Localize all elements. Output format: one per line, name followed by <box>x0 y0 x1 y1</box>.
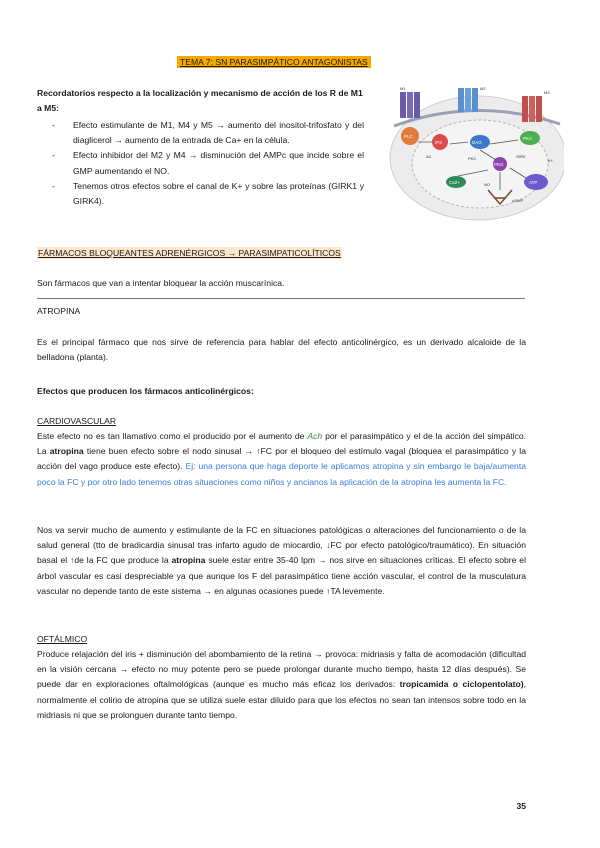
intro-text: Son fármacos que van a intentar bloquear la acción muscarínica. <box>37 278 285 288</box>
label-k: K+ <box>548 158 554 163</box>
ach-term: Ach <box>307 431 323 441</box>
label-plc: PLC <box>404 134 413 139</box>
receptor-m3-shape <box>522 96 542 122</box>
drug-names: tropicamida o ciclopentolato) <box>399 679 524 690</box>
cardio-text: suele estar entre 35-40 lpm → nos sirve en situaciones críticas. El efecto sobre el árbol vascular es casi despreciable ya que aunque los F del parasimpático tiene acción vascular, el control de la musculatura vascular no depende tanto de este sistema → en algunas ocasiones puede ↑TA levemente. <box>37 555 526 596</box>
atropina-term: atropina <box>171 555 206 566</box>
oftalmico-text: Produce relajación del iris + disminución del abombamiento de la retina → provoca: midriasis y falta de acomodación (dificultad en la visión cercana → efecto no muy potente pero se puede prolongar durante mucho tiempo, hasta 12 días después). Se puede dar en exploraciones oftalmológicas (aunque es mucho más eficaz los derivados: <box>37 649 526 690</box>
divider <box>37 298 525 299</box>
oftalmico-paragraph <box>37 647 526 723</box>
oftalmico-text: , normalmente el colirio de atropina que se utiliza suele estar diluido para que los efectos no sean tan intensos sobre todo en la midriasis ni que se prolonguen durante tanto tiempo. <box>37 679 526 720</box>
label-ac: AC <box>426 154 432 159</box>
receptor-signaling-figure <box>388 86 564 224</box>
cardio-text: Nos va servir mucho de aumento y estimulante de la FC en situaciones patológicas o alteraciones del funcionamiento o de la salud general (tto de bradicardia sinusal tras infarto agudo de miocardio, ↓FC por efecto patológico/traumático). En situación basal el ↑de la FC que produce la <box>37 525 526 566</box>
label-m2: M2 <box>480 86 486 91</box>
recap-list <box>37 118 364 209</box>
label-pka: PKA <box>523 136 533 141</box>
label-ip3: IP3 <box>435 140 442 145</box>
list-item: - Efecto estimulante de M1, M4 y M5 → aumento del inositol-trifosfato y del diaglicerol → aumento de la entrada de Ca+ en la célula. <box>37 118 364 148</box>
receptor-m2-shape <box>458 88 478 112</box>
cardio-text: tiene buen efecto sobre el nodo sinusal → ↑FC por el bloqueo del estímulo vagal (bloquea el parasimpático y la acción del vago produce este efecto). <box>37 446 526 472</box>
label-dag: DAG <box>472 140 482 145</box>
label-ca: Ca2+ <box>449 180 460 185</box>
page-number: 35 <box>516 801 526 811</box>
label-pkc: PKC <box>468 156 477 161</box>
recap-heading: Recordatorios respecto a la localización y mecanismo de acción de los R de M1 a M5: <box>37 88 363 114</box>
label-no: NO <box>484 182 490 187</box>
receptor-m1-shape <box>400 92 420 118</box>
label-m3: M3 <box>544 90 550 95</box>
list-item: - Tenemos otros efectos sobre el canal de K+ y sobre las proteínas (GIRK1 y GIRK4). <box>37 179 364 209</box>
cardio-paragraph-2 <box>37 523 526 599</box>
page-title: TEMA 7: SN PARASIMPÁTICO ANTAGONISTAS <box>177 56 371 68</box>
cardio-text: Este efecto no es tan llamativo como el producido por el aumento de <box>37 431 308 441</box>
cardio-heading: CARDIOVASCULAR <box>37 416 117 426</box>
atropina-heading: ATROPINA <box>37 306 81 316</box>
cardio-text: por el parasimpático y el de la acción del simpático. La <box>37 431 526 457</box>
label-girk: GIRK <box>516 154 526 159</box>
atropina-term: atropina <box>49 446 84 457</box>
label-cgmp: cGMP <box>512 198 524 203</box>
section-heading: FÁRMACOS BLOQUEANTES ADRENÉRGICOS → PARASIMPATICOLÍTICOS <box>38 248 341 258</box>
oftalmico-heading: OFTÁLMICO <box>37 634 88 644</box>
effects-heading: Efectos que producen los fármacos anticolinérgicos: <box>37 386 254 396</box>
atropina-text: Es el principal fármaco que nos sirve de referencia para hablar del efecto anticolinérgico, es un derivado alcaloide de la belladona (planta). <box>37 337 526 363</box>
label-pkg: PKG <box>494 162 504 167</box>
cardio-paragraph-1 <box>37 429 526 490</box>
list-item: - Efecto inhibidor del M2 y M4 → disminución del AMPc que incide sobre el GMP aumentando el NO. <box>37 148 364 178</box>
label-m1: M1 <box>400 86 406 91</box>
label-atp: ATP <box>529 180 538 185</box>
cardio-example: Ej: una persona que haga deporte le aplicamos atropina y sin embargo le baja/aumenta poco la FC y por otro lado tenemos otras situaciones como niños y ancianos la aplicación de la atropina les aumenta la FC. <box>37 461 526 487</box>
